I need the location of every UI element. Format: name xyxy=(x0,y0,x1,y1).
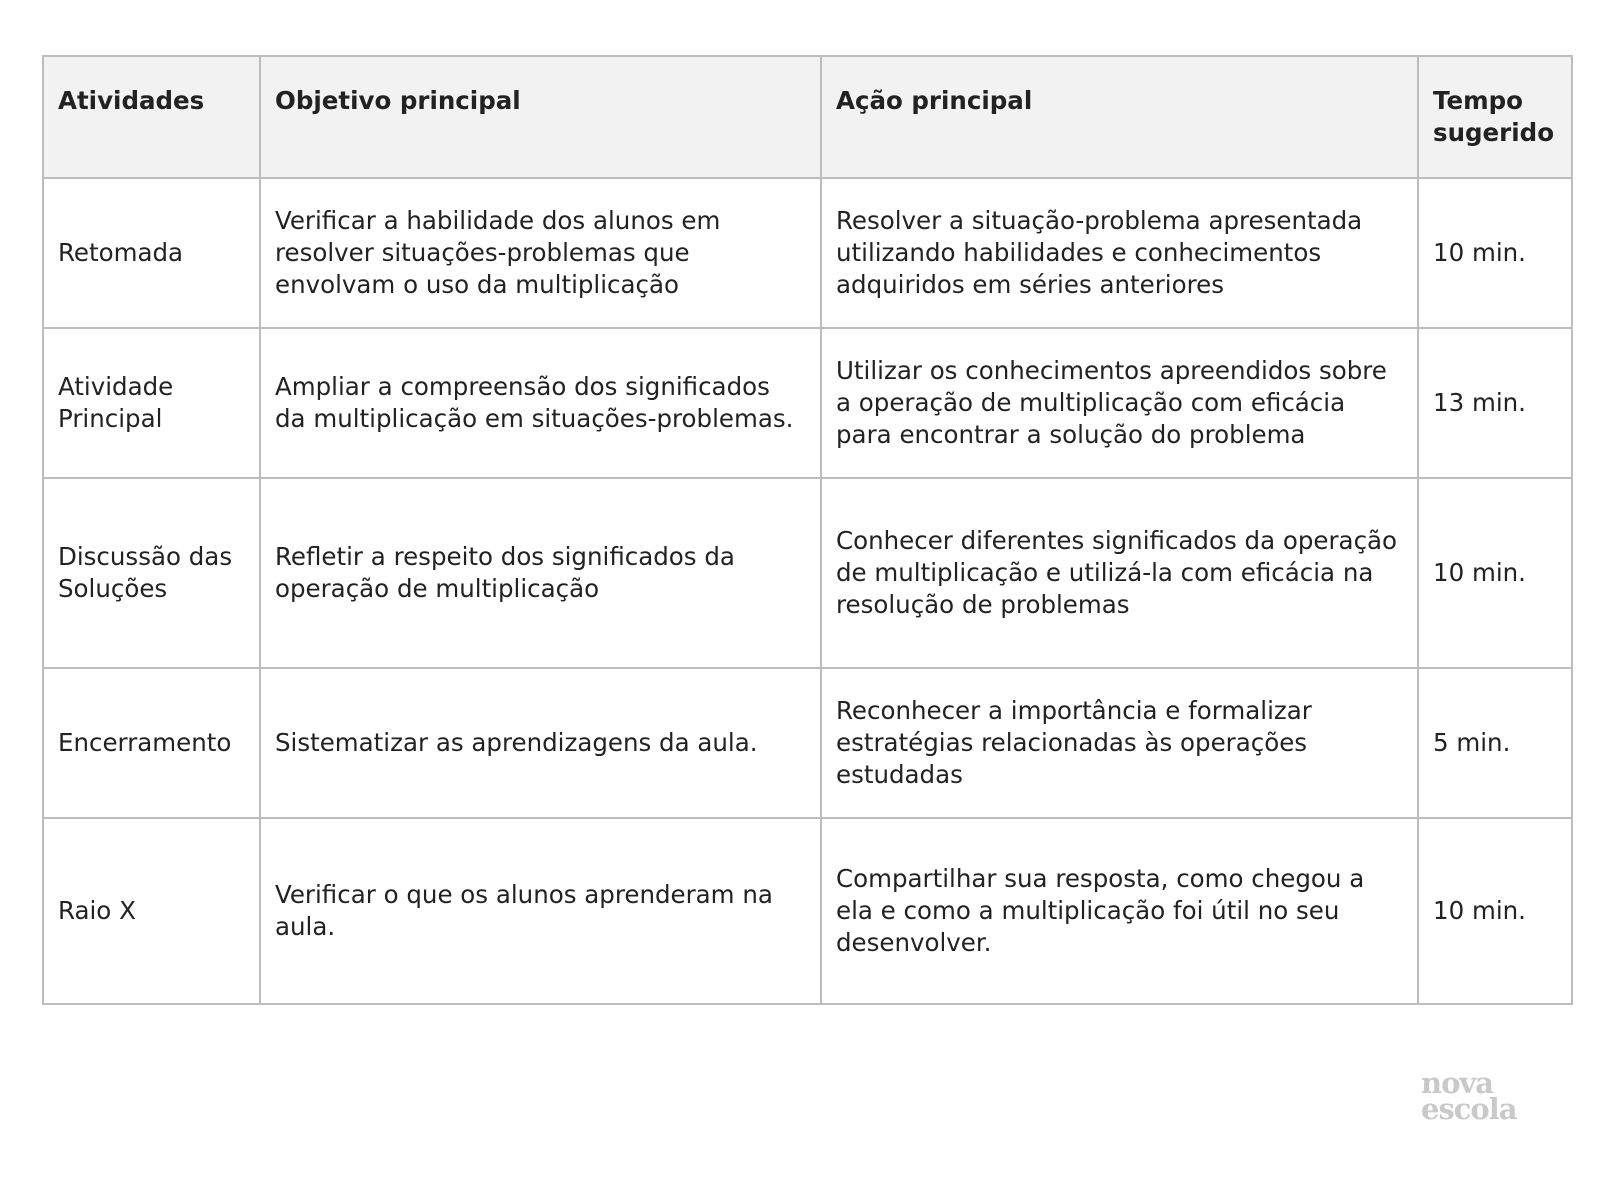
header-atividades: Atividades xyxy=(43,56,260,178)
cell-tempo: 13 min. xyxy=(1418,328,1572,478)
cell-atividade: Discussão das Soluções xyxy=(43,478,260,668)
cell-tempo: 10 min. xyxy=(1418,178,1572,328)
cell-objetivo: Verificar o que os alunos aprenderam na aula. xyxy=(260,818,821,1004)
logo-line-nova: nova xyxy=(1421,1066,1494,1100)
cell-acao: Resolver a situação-problema apresentada utilizando habilidades e conhecimentos adquiridos em séries anteriores xyxy=(821,178,1418,328)
table-row xyxy=(43,818,1572,1004)
cell-atividade: Raio X xyxy=(43,818,260,1004)
cell-objetivo: Verificar a habilidade dos alunos em resolver situações-problemas que envolvam o uso da multiplicação xyxy=(260,178,821,328)
table-row xyxy=(43,668,1572,818)
cell-atividade: Encerramento xyxy=(43,668,260,818)
cell-objetivo: Refletir a respeito dos significados da operação de multiplicação xyxy=(260,478,821,668)
table-row xyxy=(43,478,1572,668)
cell-tempo: 5 min. xyxy=(1418,668,1572,818)
cell-acao: Compartilhar sua resposta, como chegou a ela e como a multiplicação foi útil no seu desenvolver. xyxy=(821,818,1418,1004)
nova-escola-logo xyxy=(1421,1066,1541,1126)
cell-acao: Conhecer diferentes significados da operação de multiplicação e utilizá-la com eficácia na resolução de problemas xyxy=(821,478,1418,668)
logo-line-escola: escola xyxy=(1421,1092,1517,1126)
cell-acao: Utilizar os conhecimentos apreendidos sobre a operação de multiplicação com eficácia para encontrar a solução do problema xyxy=(821,328,1418,478)
cell-tempo: 10 min. xyxy=(1418,818,1572,1004)
cell-objetivo: Ampliar a compreensão dos significados da multiplicação em situações-problemas. xyxy=(260,328,821,478)
cell-atividade: Retomada xyxy=(43,178,260,328)
lesson-plan-table xyxy=(42,55,1573,1005)
cell-acao: Reconhecer a importância e formalizar estratégias relacionadas às operações estudadas xyxy=(821,668,1418,818)
cell-atividade: Atividade Principal xyxy=(43,328,260,478)
table-header xyxy=(43,56,1572,178)
header-tempo-sugerido: Tempo sugerido xyxy=(1418,56,1572,178)
header-objetivo-principal: Objetivo principal xyxy=(260,56,821,178)
table-body xyxy=(43,178,1572,1004)
table-row xyxy=(43,178,1572,328)
header-row xyxy=(43,56,1572,178)
cell-objetivo: Sistematizar as aprendizagens da aula. xyxy=(260,668,821,818)
cell-tempo: 10 min. xyxy=(1418,478,1572,668)
header-acao-principal: Ação principal xyxy=(821,56,1418,178)
table-row xyxy=(43,328,1572,478)
